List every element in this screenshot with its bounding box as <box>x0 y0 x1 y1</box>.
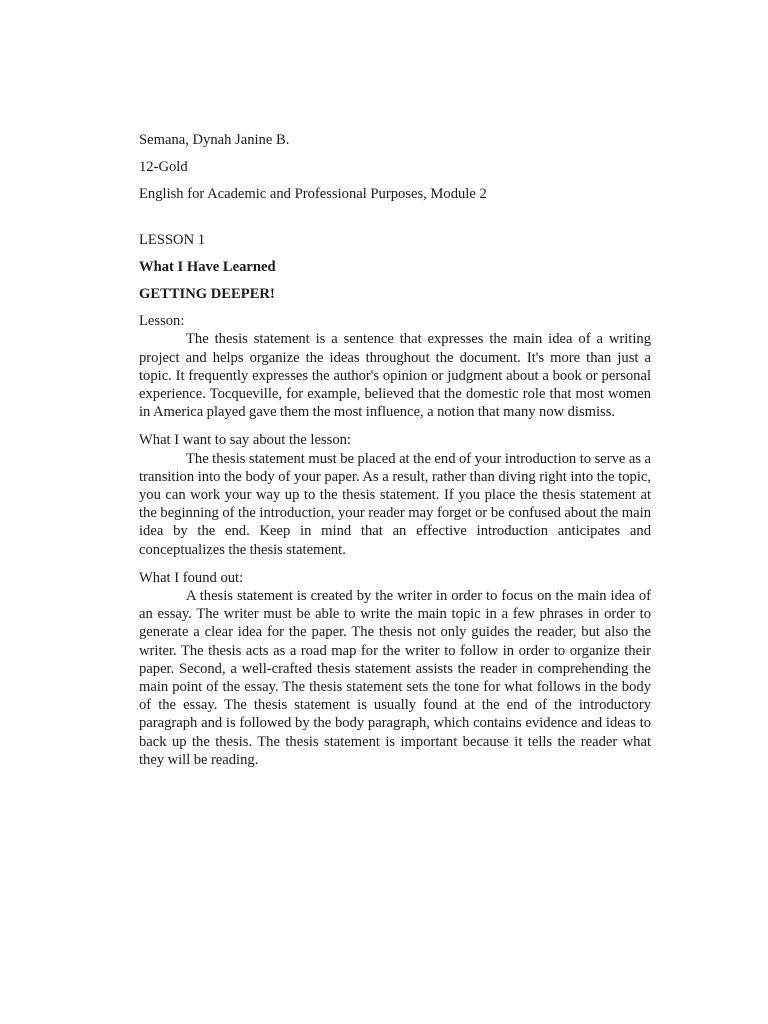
found-label: What I found out: <box>139 569 244 586</box>
lesson-paragraph: The thesis statement is a sentence that expresses the main idea of a writing project and helps organize the ideas throughout the document. It's more than just a topic. It frequently expresses the author's opinion or judgment about a book or personal experience. Tocqueville, for example, believed that the domestic role that most women in America played gave them the most influence, a notion that many now dismiss. <box>139 331 651 421</box>
course-title: English for Academic and Professional Purposes, Module 2 <box>139 186 487 203</box>
document-body <box>139 131 651 769</box>
student-name: Semana, Dynah Janine B. <box>139 132 290 148</box>
lesson-subheading: GETTING DEEPER! <box>139 286 275 303</box>
say-paragraph: The thesis statement must be placed at the end of your introduction to serve as a transition into the body of your paper. As a result, rather than diving right into the topic, you can work your way up to the thesis statement. If you place the thesis statement at the beginning of the introduction, your reader may forget or be confused about the main idea by the end. Keep in mind that an effective introduction anticipates and conceptualizes the thesis statement. <box>139 450 651 558</box>
found-paragraph: A thesis statement is created by the writer in order to focus on the main idea of an essay. The writer must be able to write the main topic in a few phrases in order to generate a clear idea for the paper. The thesis not only guides the reader, but also the writer. The thesis acts as a road map for the writer to follow in order to organize their paper. Second, a well-crafted thesis statement assists the reader in comprehending the main point of the essay. The thesis statement sets the tone for what follows in the body of the essay. The thesis statement is usually found at the end of the introductory paragraph and is followed by the body paragraph, which contains evidence and ideas to back up the thesis. The thesis statement is important because it tells the reader what they will be reading. <box>139 588 651 768</box>
student-section: 12-Gold <box>139 159 188 176</box>
say-label: What I want to say about the lesson: <box>139 432 351 449</box>
lesson-label: Lesson: <box>139 313 185 330</box>
lesson-number: LESSON 1 <box>139 231 206 248</box>
lesson-heading: What I Have Learned <box>139 258 276 275</box>
